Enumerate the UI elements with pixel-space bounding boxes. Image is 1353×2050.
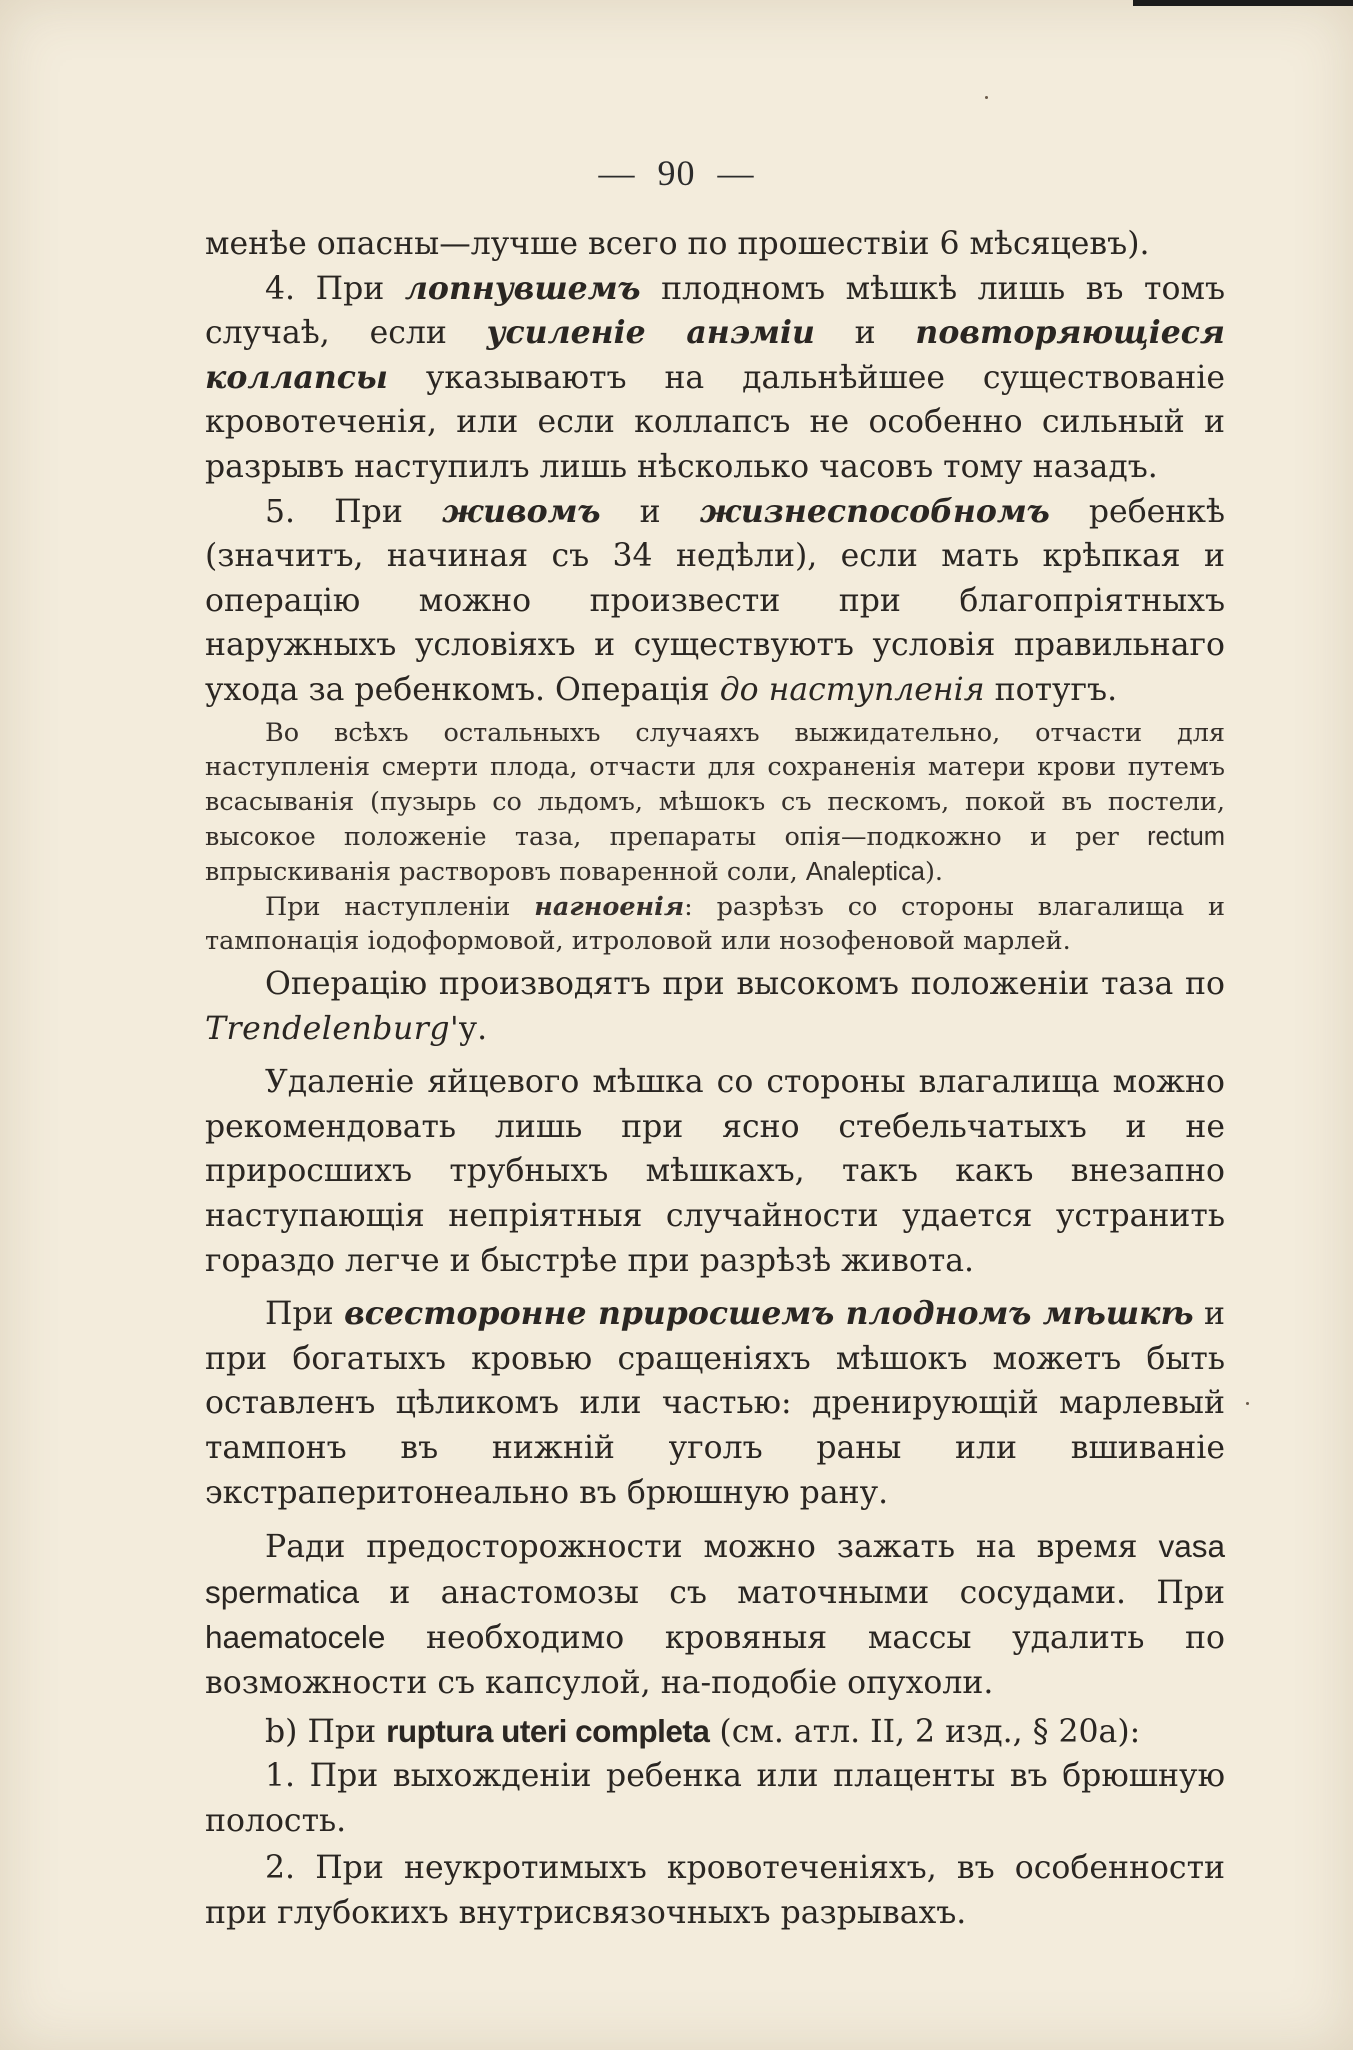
- text-run: 5. При: [265, 493, 442, 530]
- emphasis-text: ruptura uteri completa: [386, 1712, 710, 1749]
- paragraph: [205, 222, 1225, 267]
- text-run: При: [265, 1296, 345, 1333]
- text-run: потугъ.: [984, 671, 1118, 708]
- text-run: и: [814, 315, 916, 352]
- print-speck: [985, 96, 988, 99]
- dash-right: —: [717, 153, 755, 193]
- paragraph: [205, 267, 1225, 490]
- emphasis-text: лопнувшемъ: [404, 269, 641, 307]
- paragraph: [205, 1292, 1225, 1515]
- emphasis-text: vasa spermatica: [205, 1528, 1225, 1610]
- text-run: менѣе опасны—лучше всего по прошествіи 6 мѣсяцевъ).: [205, 226, 1150, 262]
- paragraph: [205, 1524, 1225, 1705]
- text-run: ).: [924, 856, 944, 887]
- emphasis-text: повторяющіеся коллапсы: [205, 314, 1225, 396]
- page-number-header: [0, 152, 1353, 194]
- text-run: Во всѣхъ остальныхъ случаяхъ выжидательно, отчасти для наступленія смерти плода, отчасти для сохраненія матери крови путемъ всасыванія (пузырь со льдомъ, мѣшокъ съ пескомъ, покой въ постели, высокое положеніе таза, препараты опія—подкожно и per: [205, 717, 1225, 852]
- emphasis-text: всесторонне приросшемъ плодномъ мѣшкѣ: [344, 1295, 1194, 1333]
- dash-left: —: [598, 153, 636, 193]
- text-run: необходимо кровяныя массы удалить по возможности съ капсулой, на-подобіе опухоли.: [205, 1620, 1225, 1702]
- text-run: : разрѣзъ со стороны влагалища и тампонація іодоформовой, итроловой или нозофеновой марлей.: [205, 891, 1225, 957]
- paragraph: [205, 962, 1225, 1051]
- list-item: [205, 1846, 1225, 1935]
- text-run: впрыскиванія растворовъ поваренной соли,: [205, 856, 806, 887]
- section-heading: [205, 1709, 1225, 1755]
- emphasis-text: до наступленія: [719, 671, 985, 708]
- page-number: 90: [657, 153, 696, 193]
- list-item: [205, 1754, 1225, 1843]
- text-run: Ради предосторожности можно зажать на время: [265, 1529, 1159, 1566]
- emphasis-text: Trendelenburg: [205, 1010, 450, 1047]
- text-run: ребенкѣ (значитъ, начиная съ 34 недѣли), если мать крѣпкая и операцію можно произвести при благопріятныхъ наружныхъ условіяхъ и существуютъ условія правильнаго ухода за ребенкомъ. Операція: [205, 493, 1225, 708]
- text-run: (см. атл. II, 2 изд., § 20a):: [709, 1713, 1141, 1750]
- top-edge-rule: [1133, 0, 1353, 6]
- print-speck: [1246, 1402, 1249, 1405]
- main-text: [205, 222, 1225, 1936]
- emphasis-text: нагноенія: [534, 891, 685, 922]
- text-run: указываютъ на дальнѣйшее существованіе кровотеченія, или если коллапсъ не особенно сильный и разрывъ наступилъ лишь нѣсколько часовъ тому назадъ.: [205, 359, 1225, 485]
- text-run: 2. При неукротимыхъ кровотеченіяхъ, въ особенности при глубокихъ внутрисвязочныхъ разрывахъ.: [205, 1850, 1225, 1931]
- text-run: плодномъ мѣшкѣ лишь въ томъ случаѣ, если: [205, 270, 1225, 352]
- emphasis-text: живомъ: [441, 492, 601, 530]
- text-run: Удаленіе яйцевого мѣшка со стороны влагалища можно рекомендовать лишь при ясно стебельчатыхъ и не приросшихъ трубныхъ мѣшкахъ, такъ какъ внезапно наступающія непріятныя случайности удается устранить гораздо легче и быстрѣе при разрѣзѣ живота.: [205, 1064, 1225, 1279]
- text-run: и: [600, 493, 700, 530]
- emphasis-text: Analeptica: [805, 857, 925, 886]
- text-run: 1. При выхожденіи ребенка или плаценты въ брюшную полость.: [205, 1758, 1225, 1839]
- text-run: 'у.: [449, 1010, 488, 1047]
- small-paragraph: [205, 890, 1225, 960]
- text-run: При наступленіи: [265, 891, 535, 922]
- paragraph: [205, 490, 1225, 713]
- emphasis-text: haematocele: [205, 1619, 386, 1656]
- text-run: и анастомозы съ маточными сосудами. При: [359, 1574, 1225, 1611]
- paragraph: [205, 1060, 1225, 1283]
- text-run: Операцію производятъ при высокомъ положеніи таза по: [265, 966, 1225, 1003]
- text-run: 4. При: [265, 270, 405, 307]
- text-run: и при богатыхъ кровью сращеніяхъ мѣшокъ можетъ быть оставленъ цѣликомъ или частью: дренирующій марлевый тампонъ въ нижній уголъ раны или вшиваніе экстраперитонеально въ брюшную рану.: [205, 1296, 1225, 1511]
- emphasis-text: жизнеспособномъ: [699, 492, 1050, 530]
- emphasis-text: rectum: [1147, 822, 1225, 851]
- emphasis-text: усиленіе анэміи: [486, 314, 815, 352]
- text-run: b) При: [265, 1713, 387, 1750]
- small-paragraph: [205, 716, 1225, 890]
